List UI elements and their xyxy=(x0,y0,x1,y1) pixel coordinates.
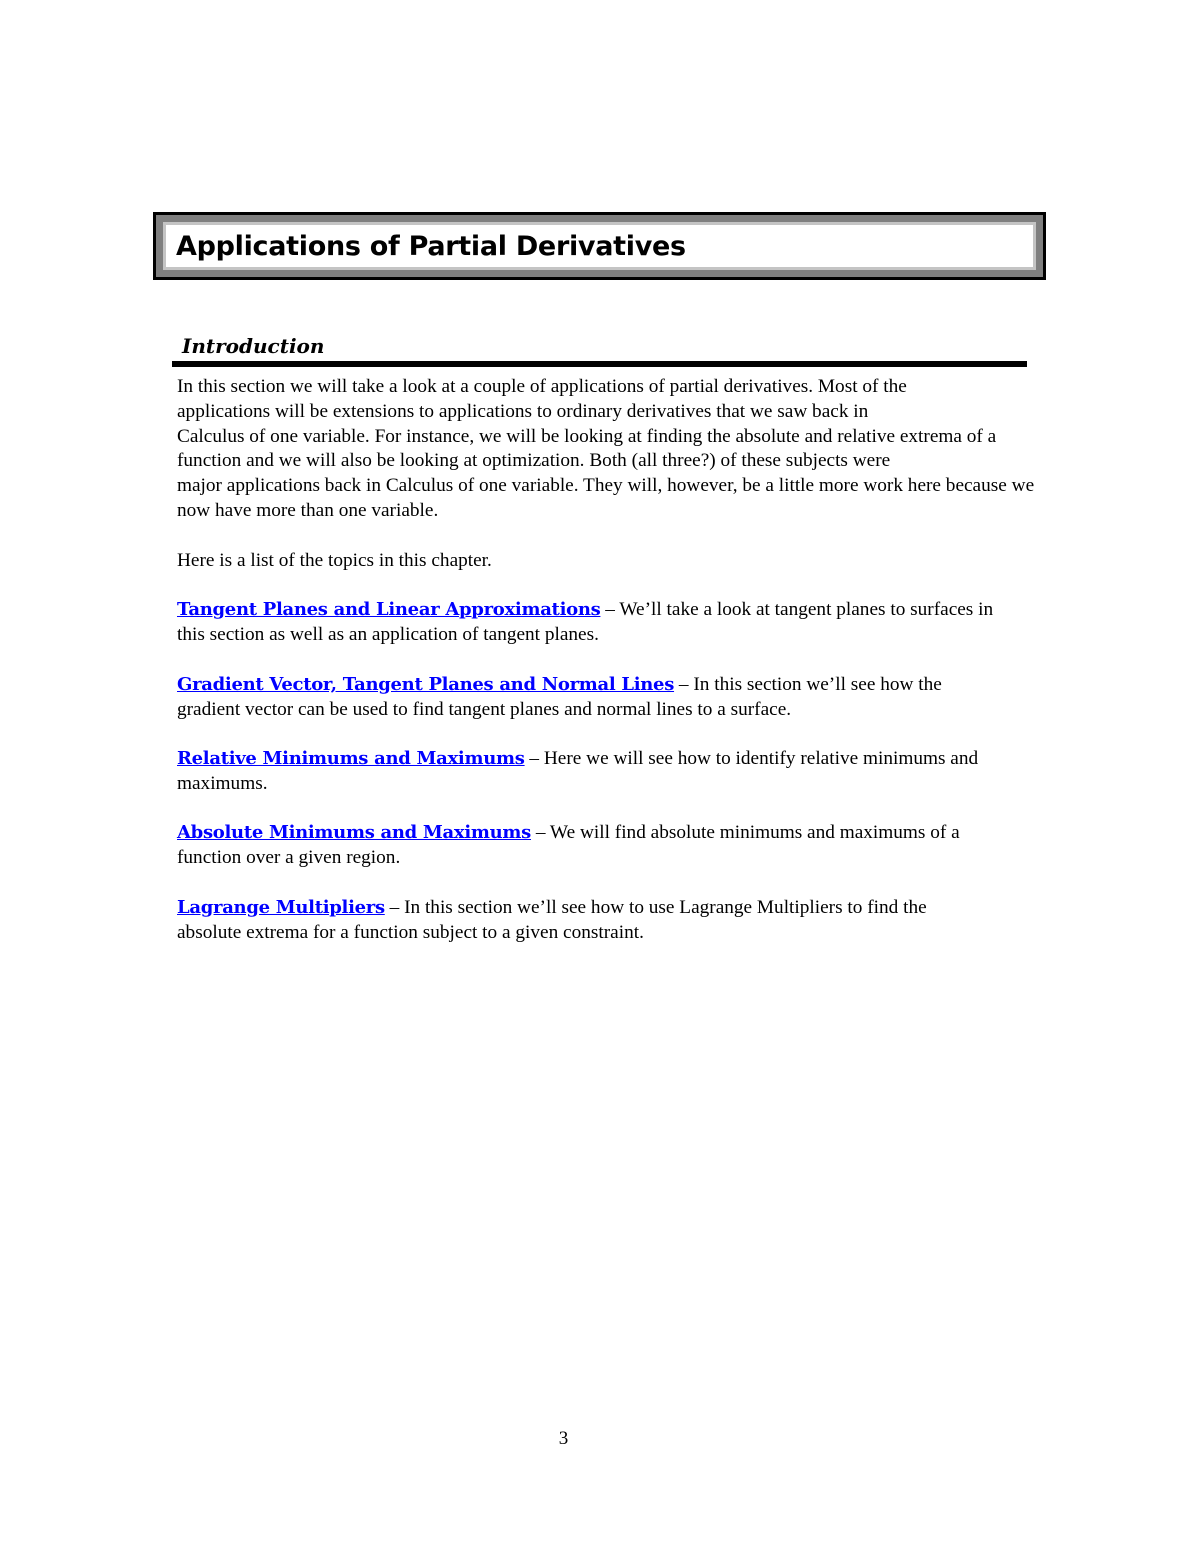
topic-description: – Here we will see how to identify relative minimums and xyxy=(524,748,979,769)
topic-link-relative-extrema[interactable]: Relative Minimums and Maximums xyxy=(177,748,525,769)
topic-description: – In this section we’ll see how to use Lagrange Multipliers to find the xyxy=(384,897,927,918)
intro-line: function and we will also be looking at optimization. Both (all three?) of these subjects were xyxy=(177,450,891,472)
page-number: 3 xyxy=(558,1428,569,1449)
topic-description: – In this section we’ll see how the xyxy=(674,674,942,695)
topic-description-continued: this section as well as an application of tangent planes. xyxy=(177,623,599,645)
intro-line: Calculus of one variable. For instance, we will be looking at finding the absolute and relative extrema of a xyxy=(177,425,997,447)
chapter-title-panel xyxy=(166,225,1033,267)
chapter-title-inner-frame xyxy=(163,222,1036,270)
topic-item-lagrange-multipliers xyxy=(177,896,1057,946)
topic-description-continued: maximums. xyxy=(177,772,268,794)
intro-line: In this section we will take a look at a couple of applications of partial derivatives. Most of the xyxy=(177,376,907,397)
intro-line: applications will be extensions to applications to ordinary derivatives that we saw back in xyxy=(177,400,869,422)
topic-link-lagrange-multipliers[interactable]: Lagrange Multipliers xyxy=(177,897,385,918)
topic-description: – We will find absolute minimums and maximums of a xyxy=(531,822,960,843)
topic-item-absolute-extrema xyxy=(177,821,1057,871)
chapter-title-box xyxy=(153,212,1046,280)
topic-item-tangent-planes xyxy=(177,598,1057,648)
introduction-paragraph xyxy=(177,375,1167,524)
topics-lead: Here is a list of the topics in this chapter. xyxy=(177,550,492,571)
introduction-heading: Introduction xyxy=(182,334,325,358)
topic-description: – We’ll take a look at tangent planes to surfaces in xyxy=(600,599,994,620)
intro-line: now have more than one variable. xyxy=(177,499,439,521)
introduction-rule xyxy=(172,361,1027,367)
topic-link-absolute-extrema[interactable]: Absolute Minimums and Maximums xyxy=(177,822,531,843)
topic-description-continued: absolute extrema for a function subject to a given constraint. xyxy=(177,921,644,943)
topic-item-gradient-vector xyxy=(177,673,1057,723)
chapter-title: Applications of Partial Derivatives xyxy=(176,230,686,262)
topic-description-continued: function over a given region. xyxy=(177,846,401,868)
topic-description-continued: gradient vector can be used to find tangent planes and normal lines to a surface. xyxy=(177,698,792,720)
topic-link-tangent-planes[interactable]: Tangent Planes and Linear Approximations xyxy=(177,599,601,620)
intro-line: major applications back in Calculus of one variable. They will, however, be a little more work here because we xyxy=(177,475,1035,497)
topic-link-gradient-vector[interactable]: Gradient Vector, Tangent Planes and Normal Lines xyxy=(177,674,675,695)
topic-item-relative-extrema xyxy=(177,747,1057,797)
